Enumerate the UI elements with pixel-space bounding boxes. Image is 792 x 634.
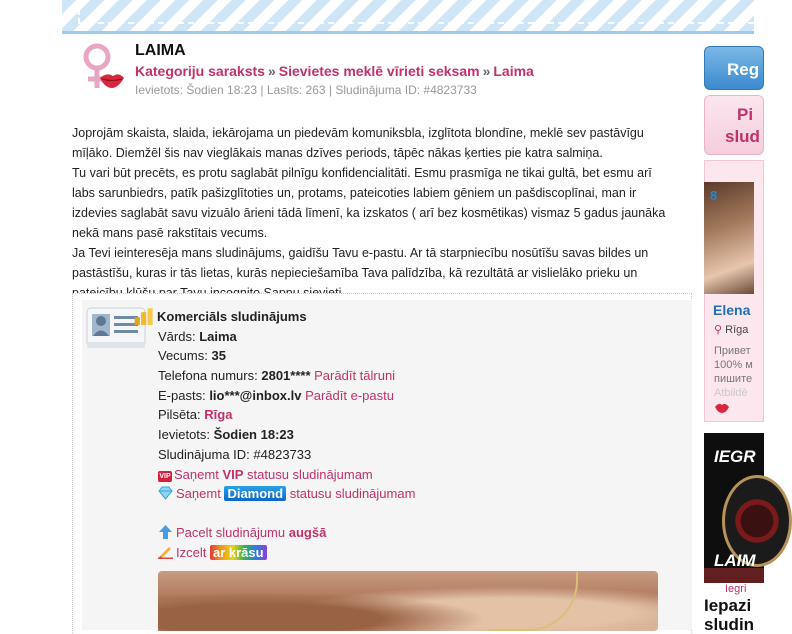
- vip-icon: VIP: [159, 472, 171, 480]
- color-row: [158, 543, 415, 563]
- sidebar-ad-text: [714, 344, 764, 400]
- posted-value: Šodien 18:23: [213, 427, 294, 443]
- email-value: lio***@inbox.lv: [209, 387, 302, 403]
- name-value: Laima: [199, 328, 237, 344]
- photo-content: [158, 571, 658, 631]
- description-line: Tu vari būt precēts, es protu saglabāt pilnīgu konfidencialitāti. Esmu prasmīga ne tikai gultā, bet esmu arī: [72, 166, 652, 180]
- description-line: mīļāko. Diemžēl šis nav vieglākais manas dzīves periods, tāpēc nākas ķerties pie katra salmiņa.: [72, 146, 603, 160]
- sidebar-ad-text-line: пишите: [714, 373, 753, 385]
- vip-post: statusu sludinājumam: [247, 466, 373, 482]
- breadcrumb-separator: »: [267, 63, 276, 79]
- sidebar-link[interactable]: Iegri: [725, 583, 747, 595]
- show-email-link[interactable]: Parādīt e-pastu: [305, 387, 394, 403]
- id-row: [158, 445, 415, 465]
- spacer: [158, 504, 415, 523]
- casino-banner-ad[interactable]: [704, 433, 764, 583]
- listing-description: [72, 123, 688, 303]
- lips-icon: [714, 402, 730, 414]
- city-row: [158, 405, 415, 425]
- breadcrumb: [135, 63, 534, 79]
- description-line: izdevies saglabāt savu vizuālo ārieni tādā līmenī, ka izskatos ( arī bez kosmētikas) vismaz 5 gadus jaunāka: [72, 206, 666, 220]
- description-line: Joprojām skaista, slaida, iekārojama un piedevām komuniksbla, izglītota blondīne, meklē sev pastāvīgu: [72, 126, 644, 140]
- id-value: #4823733: [253, 446, 312, 462]
- vip-row: [158, 465, 415, 485]
- phone-label: Telefona numurs:: [158, 368, 258, 384]
- name-row: [158, 327, 415, 347]
- commercial-details: [158, 307, 415, 562]
- commercial-heading-text: Komerciāls sludinājums: [157, 309, 307, 324]
- diamond-row: [158, 484, 415, 504]
- color-pre: Izcelt: [176, 544, 207, 560]
- description-line: labs sarunbiedrs, patīk pašizglītoties un, protams, pateicoties labiem gēniem un pašdiscoplīnai, man ir: [72, 186, 637, 200]
- posted-row: [158, 425, 415, 445]
- age-label: Vecums:: [158, 348, 208, 364]
- commercial-heading: [158, 307, 415, 327]
- sidebar-ad-city: [714, 323, 748, 336]
- show-phone-link[interactable]: Parādīt tālruni: [314, 368, 396, 384]
- breadcrumb-categories[interactable]: Kategoriju saraksts: [135, 63, 265, 79]
- highlight-color-link[interactable]: [176, 545, 267, 560]
- bar-chart-icon: [132, 307, 154, 325]
- sidebar-title-line1: Iepazi: [704, 596, 752, 615]
- sidebar-ad-text-line: 100% м: [714, 359, 753, 371]
- raise-listing-link[interactable]: [176, 525, 326, 540]
- diamond-pre: Saņemt: [176, 486, 221, 502]
- breadcrumb-current[interactable]: Laima: [493, 63, 534, 79]
- phone-row: [158, 366, 415, 386]
- post-ad-line2: slud: [725, 127, 760, 146]
- breadcrumb-separator: »: [482, 63, 491, 79]
- city-label: Pilsēta:: [158, 407, 201, 423]
- description-line: Ja Tevi ieinteresēja mans sludinājums, gaidīšu Tavu e-pastu. Ar tā starpniecību nosūtīšu savas bildes un: [72, 246, 649, 260]
- id-label: Sludinājuma ID:: [158, 446, 250, 462]
- raise-row: [158, 523, 415, 543]
- phone-value: 2801****: [261, 368, 311, 384]
- get-vip-link[interactable]: [174, 467, 373, 482]
- description-line: nekā mans pasē rakstītais vecums.: [72, 226, 268, 240]
- casino-ad-top-text: IEGR: [714, 447, 756, 466]
- sidebar-title-line2: sludin: [704, 615, 755, 634]
- sidebar-ad-number: 8: [710, 188, 718, 203]
- register-button[interactable]: Reg: [704, 46, 764, 90]
- post-ad-line1: Pi: [737, 105, 754, 124]
- vip-pre: Saņemt: [174, 466, 219, 482]
- pencil-icon: [158, 545, 173, 559]
- listing-photo[interactable]: [158, 571, 658, 631]
- raise-word: augšā: [288, 524, 327, 540]
- city-link[interactable]: [204, 407, 232, 422]
- top-banner-stitch: [78, 0, 754, 24]
- casino-ad-stripe: [704, 568, 764, 583]
- raise-pre: Pacelt sludinājumu: [176, 524, 286, 540]
- posted-label: Ievietots:: [158, 427, 211, 443]
- sidebar-ad-name[interactable]: Elena: [713, 302, 751, 318]
- sidebar-ad-text-line: Привет: [714, 345, 751, 357]
- casino-ad-bottom-text: LAIM: [714, 551, 756, 570]
- vip-word: VIP: [222, 466, 244, 482]
- get-diamond-link[interactable]: [176, 486, 415, 501]
- diamond-post: statusu sludinājumam: [289, 486, 416, 502]
- location-pin-icon: ⚲: [714, 324, 723, 336]
- page-title: LAIMA: [135, 42, 186, 59]
- age-value: 35: [211, 348, 226, 364]
- female-lips-icon: [78, 42, 124, 94]
- breadcrumb-category[interactable]: Sievietes meklē vīrieti seksam: [278, 63, 480, 79]
- post-ad-button[interactable]: [704, 95, 764, 155]
- email-row: [158, 386, 415, 406]
- listing-meta: Ievietots: Šodien 18:23 | Lasīts: 263 | Sludinājuma ID: #4823733: [135, 83, 477, 97]
- city-value: Rīga: [204, 407, 233, 423]
- sidebar-ad-text-line: Atbildē: [714, 387, 748, 399]
- description-line: pastāstīšu, kuras ir tās lietas, kurās nepieciešamība Tava palīdzība, kā rezultātā ar vislielāko prieku un: [72, 266, 638, 280]
- age-row: [158, 346, 415, 366]
- rainbow-badge: ar krāsu: [210, 545, 267, 560]
- name-label: Vārds:: [158, 328, 196, 344]
- sidebar-ad-city-text: Rīga: [725, 324, 749, 336]
- diamond-badge: Diamond: [224, 486, 286, 501]
- diamond-icon: [158, 486, 173, 500]
- arrow-up-icon: [158, 525, 173, 539]
- email-label: E-pasts:: [158, 387, 206, 403]
- sidebar-section-title: [704, 596, 754, 634]
